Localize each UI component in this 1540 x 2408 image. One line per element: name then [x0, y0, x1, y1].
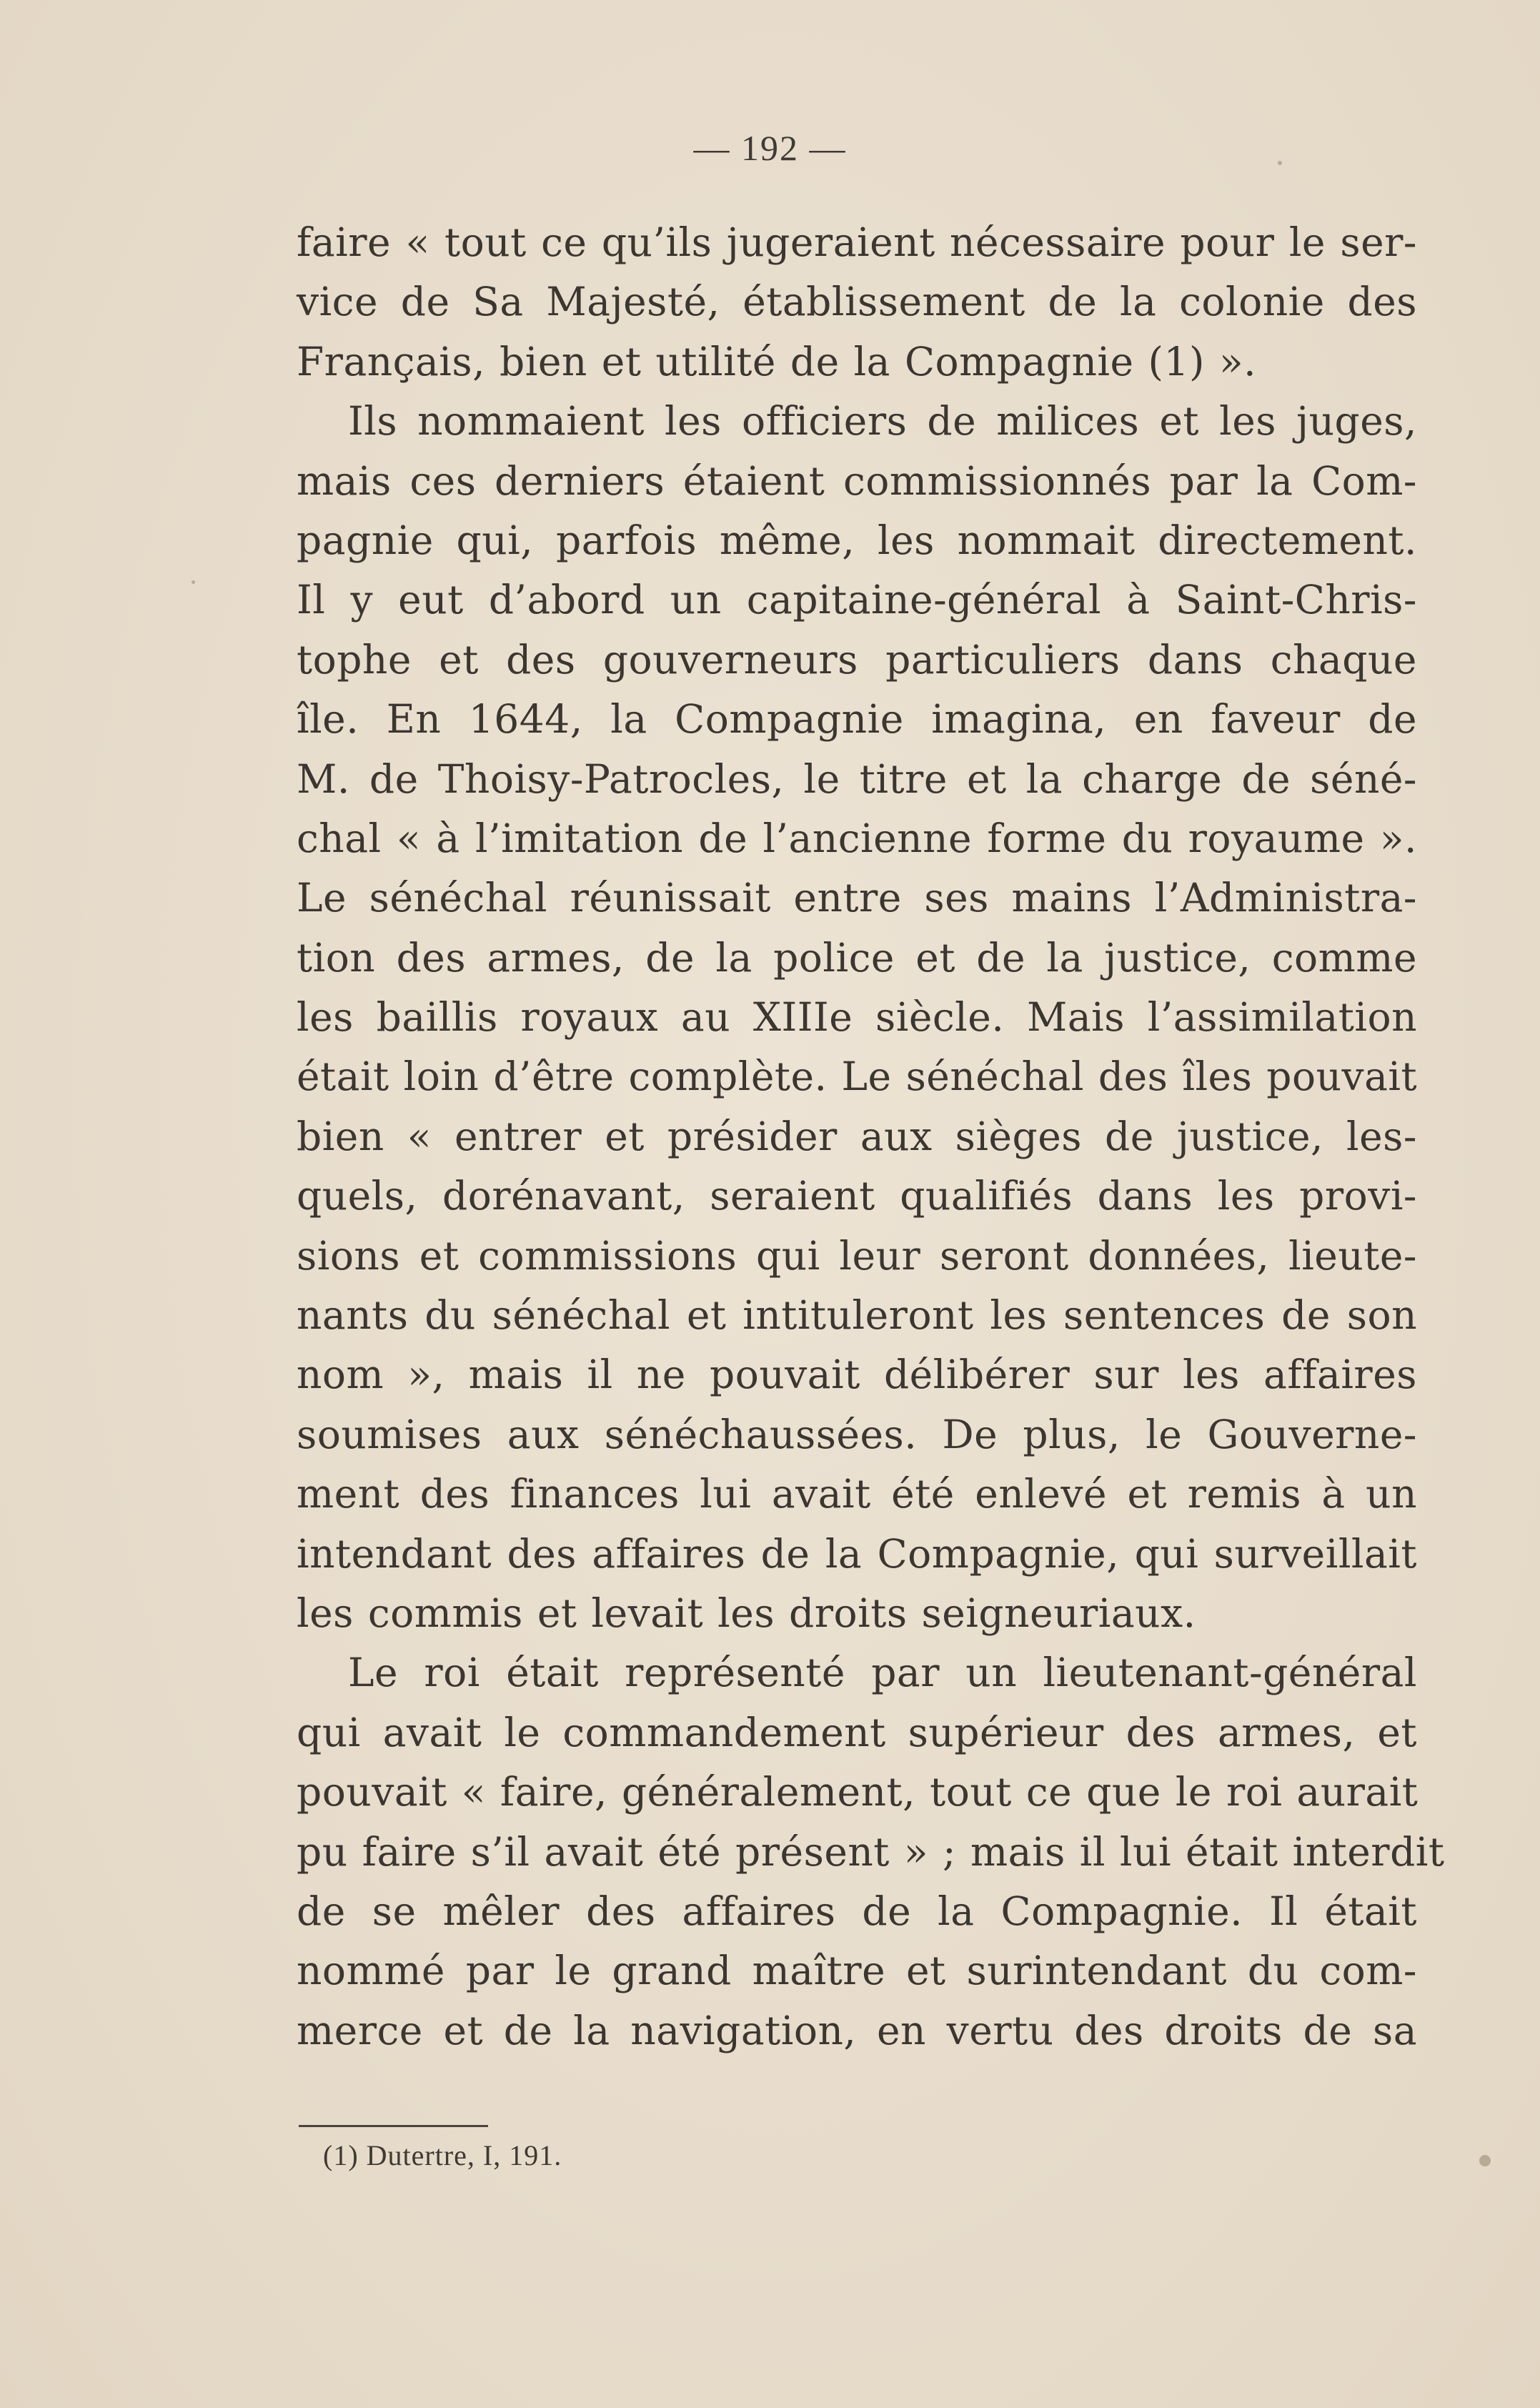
text-line: pu faire s’il avait été présent » ; mais il lui était interdit	[297, 1828, 1445, 1875]
text-line: faire « tout ce qu’ils jugeraient nécessaire pour le ser-	[297, 219, 1417, 265]
text-line: merce et de la navigation, en vertu des droits de sa	[297, 2007, 1417, 2053]
text-line: pouvait « faire, généralement, tout ce que le roi aurait	[297, 1769, 1419, 1815]
text-line: Le sénéchal réunissait entre ses mains l’Administra-	[297, 875, 1417, 921]
text-line: qui avait le commandement supérieur des armes, et	[297, 1709, 1417, 1755]
text-line: Le roi était représenté par un lieutenant-général	[348, 1650, 1417, 1696]
text-line: vice de Sa Majesté, établissement de la colonie des	[297, 279, 1417, 325]
text-line: Français, bien et utilité de la Compagnie (1) ».	[297, 338, 1257, 385]
paper-speck	[1278, 161, 1282, 165]
text-line: chal « à l’imitation de l’ancienne forme du royaume ».	[297, 815, 1417, 861]
text-line: bien « entrer et présider aux sièges de justice, les-	[297, 1113, 1417, 1159]
text-line: sions et commissions qui leur seront données, lieute-	[297, 1232, 1417, 1279]
text-line: les commis et levait les droits seigneuriaux.	[297, 1590, 1196, 1636]
text-line: tion des armes, de la police et de la justice, comme	[297, 934, 1417, 981]
text-line: ment des finances lui avait été enlevé et remis à un	[297, 1471, 1417, 1517]
text-line: quels, dorénavant, seraient qualifiés dans les provi-	[297, 1173, 1417, 1219]
text-line: mais ces derniers étaient commissionnés par la Com-	[297, 457, 1417, 504]
text-line: M. de Thoisy-Patrocles, le titre et la charge de séné-	[297, 755, 1417, 802]
text-line: tophe et des gouverneurs particuliers dans chaque	[297, 636, 1417, 683]
page-number: — 192 —	[693, 128, 847, 168]
text-line: Il y eut d’abord un capitaine-général à Saint-Chris-	[297, 577, 1417, 623]
footnote-divider	[299, 2125, 488, 2127]
text-line: intendant des affaires de la Compagnie, qui surveillait	[297, 1530, 1417, 1577]
text-line: les baillis royaux au XIIIe siècle. Mais l’assimilation	[297, 994, 1417, 1041]
paper-speck	[1479, 2155, 1491, 2166]
body-text	[297, 213, 1445, 2061]
text-line: Ils nommaient les officiers de milices et les juges,	[348, 398, 1417, 445]
text-line: soumises aux sénéchaussées. De plus, le Gouverne-	[297, 1411, 1417, 1457]
text-line: était loin d’être complète. Le sénéchal des îles pouvait	[297, 1054, 1418, 1100]
footnote: (1) Dutertre, I, 191.	[323, 2139, 562, 2171]
text-line: île. En 1644, la Compagnie imagina, en faveur de	[297, 696, 1417, 743]
text-line: pagnie qui, parfois même, les nommait directement.	[297, 517, 1417, 563]
text-line: nom », mais il ne pouvait délibérer sur les affaires	[297, 1352, 1417, 1398]
text-line: nommé par le grand maître et surintendant du com-	[297, 1948, 1417, 1994]
text-line: nants du sénéchal et intituleront les sentences de son	[297, 1292, 1417, 1339]
paper-speck	[192, 580, 195, 584]
text-line: de se mêler des affaires de la Compagnie. Il était	[297, 1888, 1417, 1934]
